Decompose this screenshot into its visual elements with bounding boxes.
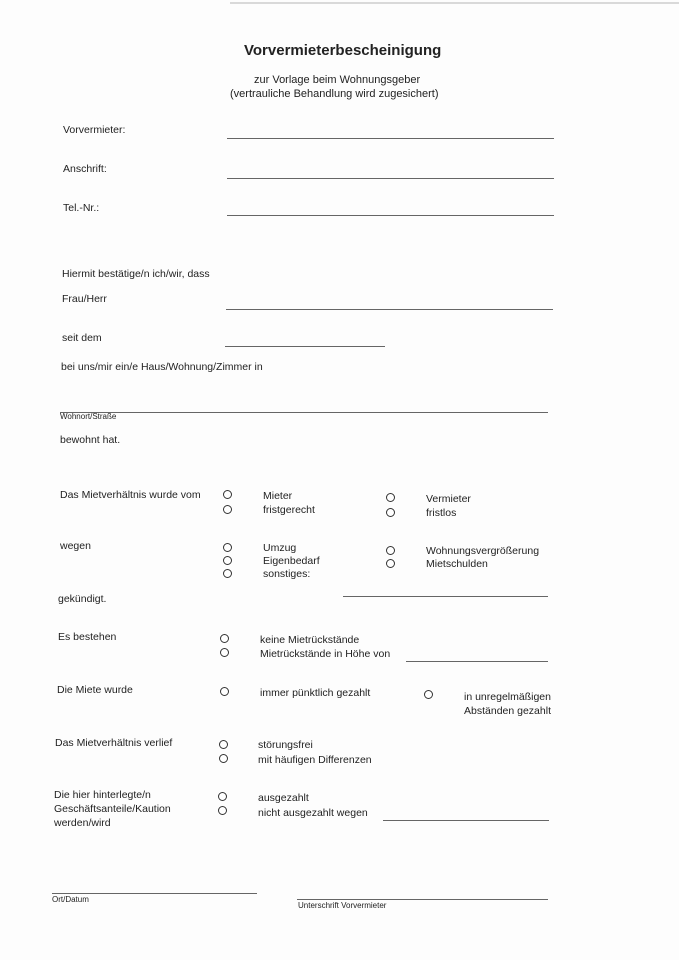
label-kaution-3: werden/wird — [54, 817, 111, 829]
field-unterschrift-line[interactable] — [297, 899, 548, 900]
field-frau-herr-line[interactable] — [226, 309, 553, 310]
option-nicht-ausgezahlt: nicht ausgezahlt wegen — [258, 807, 368, 819]
option-vermieter: Vermieter — [426, 493, 471, 505]
option-differenzen: mit häufigen Differenzen — [258, 754, 372, 766]
label-tel: Tel.-Nr.: — [63, 202, 100, 214]
option-mieter: Mieter — [263, 490, 293, 502]
option-eigenbedarf: Eigenbedarf — [263, 555, 320, 567]
label-bei-uns: bei uns/mir ein/e Haus/Wohnung/Zimmer in — [61, 361, 263, 373]
scan-edge-line — [230, 2, 679, 4]
field-anschrift-line[interactable] — [227, 178, 554, 179]
option-mietschulden: Mietschulden — [426, 558, 488, 570]
radio-differenzen[interactable] — [219, 754, 228, 763]
label-vorvermieter: Vorvermieter: — [63, 124, 126, 136]
radio-stoerungsfrei[interactable] — [219, 740, 228, 749]
option-wohnungsvergroesserung: Wohnungsvergrößerung — [426, 545, 540, 557]
label-bewohnt: bewohnt hat. — [60, 434, 121, 446]
option-puenktlich: immer pünktlich gezahlt — [260, 687, 371, 699]
label-wegen: wegen — [60, 540, 91, 552]
radio-mieter[interactable] — [223, 490, 232, 499]
radio-ausgezahlt[interactable] — [218, 792, 227, 801]
label-anschrift: Anschrift: — [63, 163, 107, 175]
radio-unregelmaessig[interactable] — [424, 690, 433, 699]
label-verlauf: Das Mietverhältnis verlief — [55, 737, 173, 749]
option-keine-rueckstaende: keine Mietrückstände — [260, 634, 360, 646]
label-seit-dem: seit dem — [62, 332, 102, 344]
radio-fristlos[interactable] — [386, 508, 395, 517]
field-wohnort-line[interactable] — [60, 412, 548, 413]
label-kaution-2: Geschäftsanteile/Kaution — [54, 803, 171, 815]
label-es-bestehen: Es bestehen — [58, 631, 117, 643]
option-umzug: Umzug — [263, 542, 297, 554]
field-ort-datum-line[interactable] — [52, 893, 257, 894]
radio-wohnungsvergroesserung[interactable] — [386, 546, 395, 555]
field-nicht-ausgezahlt-line[interactable] — [383, 820, 549, 821]
option-stoerungsfrei: störungsfrei — [258, 739, 313, 751]
radio-vermieter[interactable] — [386, 493, 395, 502]
label-kuendigung: Das Mietverhältnis wurde vom — [60, 489, 201, 501]
option-ausgezahlt: ausgezahlt — [258, 792, 309, 804]
label-gekuendigt: gekündigt. — [58, 593, 107, 605]
radio-keine-rueckstaende[interactable] — [220, 634, 229, 643]
label-frau-herr: Frau/Herr — [62, 293, 107, 305]
form-subtitle-2: (vertrauliche Behandlung wird zugesichert) — [230, 88, 439, 100]
confirmation-intro: Hiermit bestätige/n ich/wir, dass — [62, 268, 210, 280]
caption-ort-datum: Ort/Datum — [52, 895, 89, 904]
radio-fristgerecht[interactable] — [223, 505, 232, 514]
field-vorvermieter-line[interactable] — [227, 138, 554, 139]
field-tel-line[interactable] — [227, 215, 554, 216]
field-rueckstaende-line[interactable] — [406, 661, 548, 662]
field-sonstiges-line[interactable] — [343, 596, 548, 597]
option-fristgerecht: fristgerecht — [263, 504, 315, 516]
option-rueckstaende-hoehe: Mietrückstände in Höhe von — [260, 648, 391, 660]
radio-mietschulden[interactable] — [386, 559, 395, 568]
radio-puenktlich[interactable] — [220, 687, 229, 696]
option-sonstiges: sonstiges: — [263, 568, 311, 580]
radio-eigenbedarf[interactable] — [223, 556, 232, 565]
field-seit-dem-line[interactable] — [225, 346, 385, 347]
caption-unterschrift: Unterschrift Vorvermieter — [298, 901, 387, 910]
caption-wohnort: Wohnort/Straße — [60, 412, 117, 421]
form-subtitle-1: zur Vorlage beim Wohnungsgeber — [254, 74, 421, 86]
radio-umzug[interactable] — [223, 543, 232, 552]
radio-sonstiges[interactable] — [223, 569, 232, 578]
option-fristlos: fristlos — [426, 507, 457, 519]
label-kaution-1: Die hier hinterlegte/n — [54, 789, 151, 801]
radio-nicht-ausgezahlt[interactable] — [218, 806, 227, 815]
radio-rueckstaende-hoehe[interactable] — [220, 648, 229, 657]
option-unregelmaessig-2: Abständen gezahlt — [464, 705, 551, 717]
label-miete-wurde: Die Miete wurde — [57, 684, 133, 696]
form-title: Vorvermieterbescheinigung — [244, 42, 442, 59]
option-unregelmaessig-1: in unregelmäßigen — [464, 691, 551, 703]
